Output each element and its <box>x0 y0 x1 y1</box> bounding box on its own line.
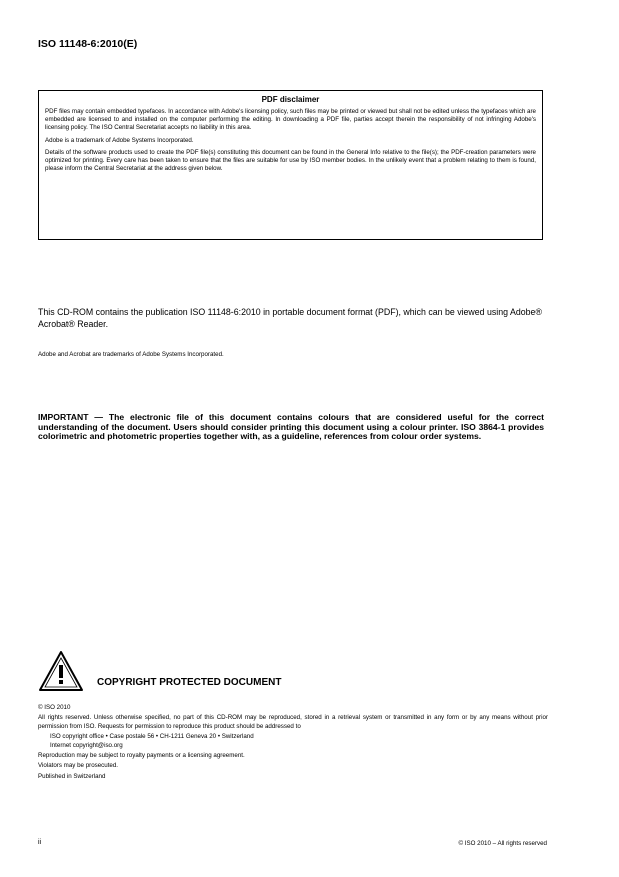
disclaimer-paragraph: PDF files may contain embedded typefaces. In accordance with Adobe's licensing policy, such files may be printed or viewed but shall not be edited unless the typefaces which are embedded are licensed to and installed on the computer performing the editing. In downloading a PDF file, parties accept therein the responsibility of not infringing Adobe's licensing policy. The ISO Central Secretariat accepts no liability in this area. <box>45 108 536 132</box>
footer-rights: © ISO 2010 – All rights reserved <box>458 840 547 847</box>
royalty-note: Reproduction may be subject to royalty payments or a licensing agreement. <box>38 752 245 760</box>
pdf-disclaimer-box <box>38 90 543 240</box>
page-number: ii <box>38 839 42 846</box>
disclaimer-paragraph: Details of the software products used to create the PDF file(s) constituting this document can be found in the General Info relative to the file(s); the PDF-creation parameters were optimized for printing. Every care has been taken to ensure that the files are suitable for use by ISO member bodies. In the unlikely event that a problem relating to them is found, please inform the Central Secretariat at the address given below. <box>45 148 536 173</box>
copyright-notice: © ISO 2010 <box>38 704 71 711</box>
violators-note: Violators may be prosecuted. <box>38 762 119 770</box>
important-colour-notice: IMPORTANT — The electronic file of this document contains colours that are considered useful for the correct understanding of the document. Users should consider printing this document using a colour printer. ISO 3864-1 provides colorimetric and photometric properties together with, as a guideline, references from colour order systems. <box>38 412 544 442</box>
disclaimer-title: PDF disclaimer <box>261 95 320 104</box>
published-note: Published in Switzerland <box>38 772 106 780</box>
copyright-address: ISO copyright office • Case postale 56 • CH-1211 Geneva 20 • Switzerland <box>50 733 254 741</box>
copyright-rights: All rights reserved. Unless otherwise specified, no part of this CD-ROM may be reproduced, stored in a retrieval system or transmitted in any form or by any means without prior permission from ISO. Requests for permission to reproduce this product should be addressed to <box>38 714 548 730</box>
document-id: ISO 11148-6:2010(E) <box>38 38 138 50</box>
cdrom-description: This CD-ROM contains the publication ISO 11148-6:2010 in portable document format (PDF), which can be viewed using Adobe® Acrobat® Reader. <box>38 307 542 329</box>
disclaimer-paragraph: Adobe is a trademark of Adobe Systems Incorporated. <box>45 136 194 144</box>
trademark-note: Adobe and Acrobat are trademarks of Adobe Systems Incorporated. <box>38 351 224 358</box>
warning-triangle-icon <box>38 650 84 692</box>
copyright-email[interactable]: Internet copyright@iso.org <box>50 741 123 749</box>
copyright-heading: COPYRIGHT PROTECTED DOCUMENT <box>97 677 282 688</box>
copyright-block <box>38 704 548 783</box>
